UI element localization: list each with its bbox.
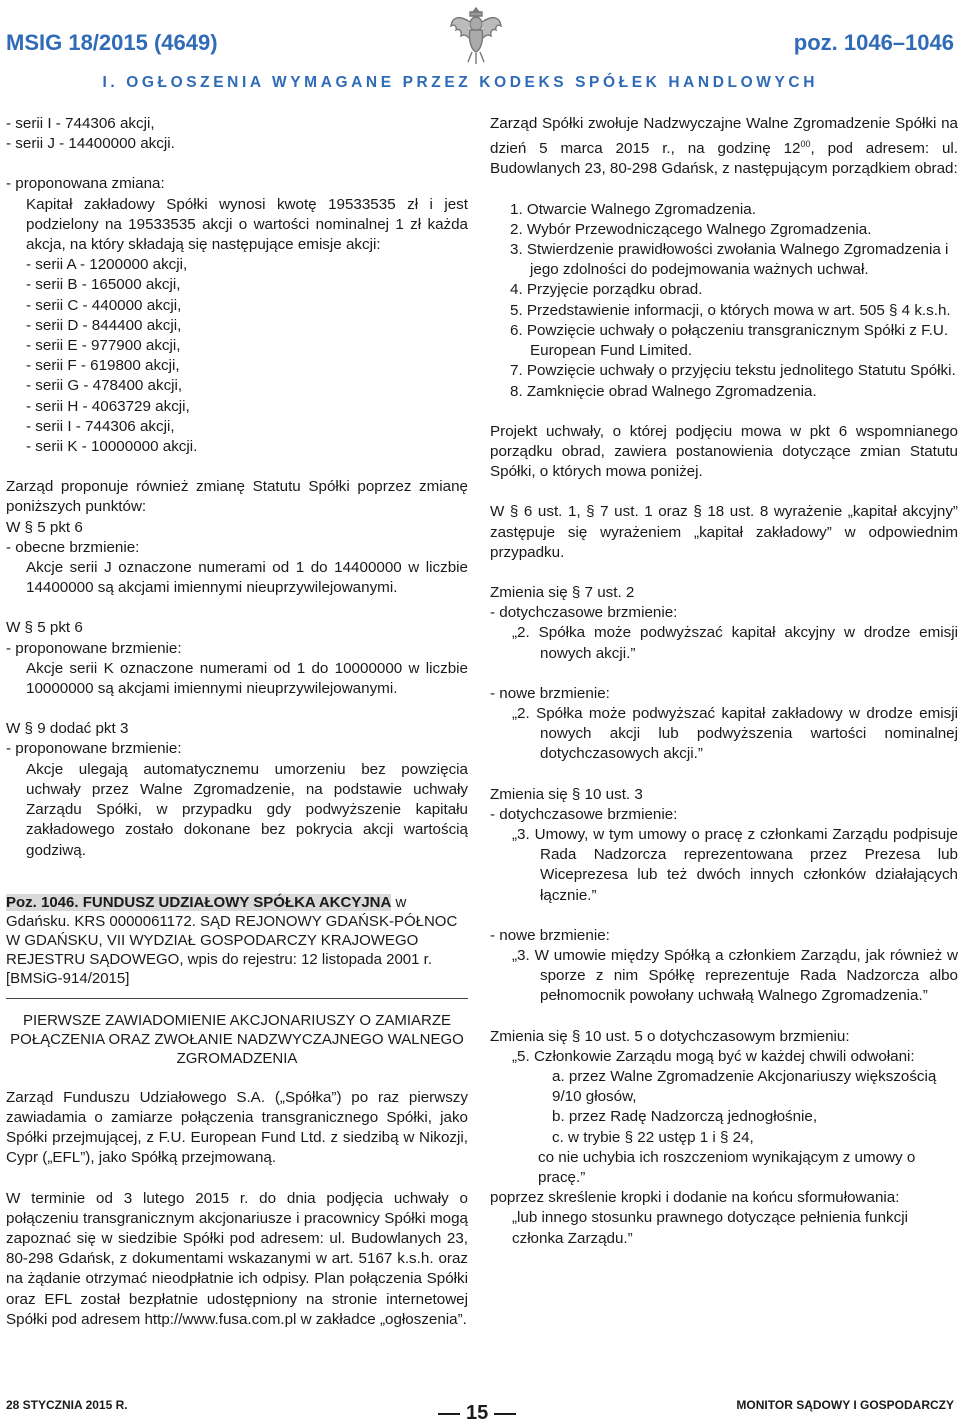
agenda-item: 5. Przedstawienie informacji, o których mowa w art. 505 § 4 k.s.h.	[510, 301, 951, 319]
wording-label: - proponowane brzmienie:	[6, 740, 182, 758]
journal-issue: MSIG 18/2015 (4649)	[6, 30, 218, 55]
change-title: Zmienia się § 10 ust. 3	[490, 785, 643, 803]
clause-ref: W § 5 pkt 6	[6, 518, 83, 536]
series-line: - serii J - 14400000 akcji.	[6, 135, 175, 153]
agenda-item: 3. Stwierdzenie prawidłowości zwołania Walnego Zgromadzenia i jego zdolności do podejmowania ważnych uchwał.	[510, 241, 949, 279]
polish-eagle-emblem	[448, 2, 504, 66]
issue-date: 28 STYCZNIA 2015 R.	[6, 1398, 128, 1412]
announcement-header	[6, 893, 468, 988]
right-column	[490, 114, 958, 1249]
clause-text: Akcje serii J oznaczone numerami od 1 do 14400000 w liczbie 14400000 są akcjami imiennymi nieuprzywilejowanymi.	[26, 559, 468, 597]
proposal-label: - proponowana zmiana:	[6, 175, 165, 193]
series-line: - serii I - 744306 akcji,	[6, 115, 155, 132]
proposal-text: Kapitał zakładowy Spółki wynosi kwotę 19533535 zł i jest podzielony na 19533535 akcji o wartości nominalnej 1 zł każda akcja, na który składają się następujące emisje akcji:	[26, 195, 468, 254]
sub-item: a. przez Walne Zgromadzenie Akcjonariuszy większością 9/10 głosów,	[552, 1067, 937, 1106]
clause-text: „lub innego stosunku prawnego dotyczące pełnienia funkcji członka Zarządu.”	[512, 1209, 908, 1247]
wording-label: - nowe brzmienie:	[490, 684, 610, 702]
agenda-item: 8. Zamknięcie obrad Walnego Zgromadzenia.	[510, 382, 817, 400]
agenda-item: 1. Otwarcie Walnego Zgromadzenia.	[510, 200, 756, 218]
section-title: I. OGŁOSZENIA WYMAGANE PRZEZ KODEKS SPÓŁEK HANDLOWYCH	[102, 74, 818, 91]
position-number: Poz. 1046.	[6, 893, 79, 911]
clause-text: Akcje ulegają automatycznemu umorzeniu bez powzięcia uchwały przez Walne Zgromadzenie, na podstawie uchwały Zarządu Spółki, w przypadku gdy podwyższenie kapitału zakładowego zostało dokonane bez pokrycia akcji wartością godziwą.	[26, 760, 468, 859]
clause-text: „3. W umowie między Spółką a członkiem Zarządu, jak również w sporze z nim Spółkę reprezentuje Rada Nadzorcza albo pełnomocnik powołany uchwałą Walnego Zgromadzenia.”	[512, 946, 958, 1005]
clause-text: Akcje serii K oznaczone numerami od 1 do 10000000 w liczbie 10000000 są akcjami imiennymi nieuprzywilejowanymi.	[26, 659, 468, 698]
agenda-item: 2. Wybór Przewodniczącego Walnego Zgromadzenia.	[510, 220, 872, 238]
clause-tail: co nie uchybia ich roszczeniom wynikającym z umowy o pracę.”	[538, 1148, 916, 1186]
series-line: - serii F - 619800 akcji,	[26, 357, 180, 375]
series-line: - serii A - 1200000 akcji,	[26, 256, 188, 274]
clause-text: „3. Umowy, w tym umowy o pracę z członkami Zarządu podpisuje Rada Nadzorcza reprezentowana przez Prezesa lub Wiceprezesa lub też dwóch innych członków działających łącznie.”	[512, 825, 958, 904]
clause-ref: W § 5 pkt 6	[6, 619, 83, 637]
paragraph: Projekt uchwały, o której podjęciu mowa w pkt 6 wspomnianego porządku obrad, zawiera postanowienia dotyczące zmian Statutu Spółki, o których mowa poniżej.	[490, 422, 958, 481]
series-line: - serii B - 165000 akcji,	[26, 276, 181, 294]
company-name: FUNDUSZ UDZIAŁOWY SPÓŁKA AKCYJNA	[82, 893, 392, 911]
series-line: - serii C - 440000 akcji,	[26, 296, 182, 314]
registry-info: w Gdańsku. KRS 0000061172. SĄD REJONOWY GDAŃSK-PÓŁNOC W GDAŃSKU, VII WYDZIAŁ GOSPODARCZY KRAJOWEGO REJESTRU SĄDOWEGO, wpis do rejestru: 12 listopada 2001 r. [BMSiG-914/2015]	[6, 893, 458, 987]
paragraph: Zarząd Funduszu Udziałowego S.A. („Spółka”) po raz pierwszy zawiadamia o zamiarze połączenia transgranicznego Spółki, jako Spółki przejmującej, z F.U. European Fund Ltd. z siedzibą w Nikozji, Cypr („EFL”), jako Spółką przejmowaną.	[6, 1088, 468, 1167]
series-line: - serii G - 478400 akcji,	[26, 377, 183, 395]
paragraph: poprzez skreślenie kropki i dodanie na końcu sformułowania:	[490, 1189, 900, 1207]
series-line: - serii D - 844400 akcji,	[26, 316, 182, 334]
agenda-item: 7. Powzięcie uchwały o przyjęciu tekstu jednolitego Statutu Spółki.	[510, 362, 956, 380]
wording-label: - dotychczasowe brzmienie:	[490, 805, 678, 823]
series-line: - serii H - 4063729 akcji,	[26, 397, 190, 415]
series-line: - serii K - 10000000 akcji.	[26, 438, 198, 456]
page-number-block	[432, 1402, 522, 1425]
paragraph: W § 6 ust. 1, § 7 ust. 1 oraz § 18 ust. 8 wyrażenie „kapitał akcyjny” zastępuje się wyrażeniem „kapitał zakładowy” w odpowiednim przypadku.	[490, 503, 958, 561]
notice-title: PIERWSZE ZAWIADOMIENIE AKCJONARIUSZY O ZAMIARZE POŁĄCZENIA ORAZ ZWOŁANIE NADZWYCZAJNEGO WALNEGO ZGROMADZENIA	[10, 1011, 464, 1067]
wording-label: - proponowane brzmienie:	[6, 639, 182, 657]
clause-ref: W § 9 dodać pkt 3	[6, 720, 129, 738]
series-line: - serii E - 977900 akcji,	[26, 337, 181, 355]
paragraph: W terminie od 3 lutego 2015 r. do dnia podjęcia uchwały o połączeniu transgranicznym akcjonariusze i pracownicy Spółki mogą zapoznać się w siedzibie Spółki pod adresem: ul. Budowlanych 23, 80-298 Gdańsk, z dokumentami wskazanymi w art. 5167 k.s.h. oraz na żądanie otrzymać nieodpłatnie ich odpisy. Plan połączenia Spółki oraz EFL został bezpłatnie udostępniony na stronie internetowej Spółki pod adresem http://www.fusa.com.pl w zakładce „ogłoszenia”.	[6, 1189, 468, 1328]
divider	[6, 998, 468, 999]
clause-text: „2. Spółka może podwyższać kapitał akcyjny w drodze emisji nowych akcji.”	[512, 624, 958, 662]
sub-item: b. przez Radę Nadzorczą jednogłośnie,	[552, 1108, 818, 1126]
left-column	[6, 114, 468, 1330]
position-range: poz. 1046–1046	[793, 30, 954, 55]
paragraph: Zarząd proponuje również zmianę Statutu Spółki poprzez zmianę poniższych punktów:	[6, 478, 468, 516]
agenda-item: 4. Przyjęcie porządku obrad.	[510, 281, 703, 299]
clause-text: „2. Spółka może podwyższać kapitał zakładowy w drodze emisji nowych akcji lub podwyższenia wartości nominalnej dotychczasowych akcji.”	[512, 704, 958, 763]
agenda-item: 6. Powzięcie uchwały o połączeniu transgranicznym Spółki z F.U. European Fund Limited.	[510, 321, 949, 360]
wording-label: - obecne brzmienie:	[6, 538, 140, 556]
clause-text: „5. Członkowie Zarządu mogą być w każdej chwili odwołani:	[512, 1047, 915, 1065]
change-title: Zmienia się § 7 ust. 2	[490, 583, 635, 601]
sub-item: c. w trybie § 22 ustęp 1 i § 24,	[552, 1128, 754, 1146]
publication-name: MONITOR SĄDOWY I GOSPODARCZY	[736, 1398, 954, 1412]
change-title: Zmienia się § 10 ust. 5 o dotychczasowym brzmieniu:	[490, 1027, 850, 1045]
wording-label: - nowe brzmienie:	[490, 926, 610, 944]
page-number: 15	[466, 1402, 489, 1424]
wording-label: - dotychczasowe brzmienie:	[490, 604, 678, 622]
series-line: - serii I - 744306 akcji,	[26, 417, 175, 435]
meeting-intro: Zarząd Spółki zwołuje Nadzwyczajne Walne Zgromadzenie Spółki na dzień 5 marca 2015 r., na godzinę $12^{00}$, pod adresem: ul. Budowlanych 23, 80-298 Gdańsk, z następującym porządkiem obrad:	[490, 115, 958, 178]
